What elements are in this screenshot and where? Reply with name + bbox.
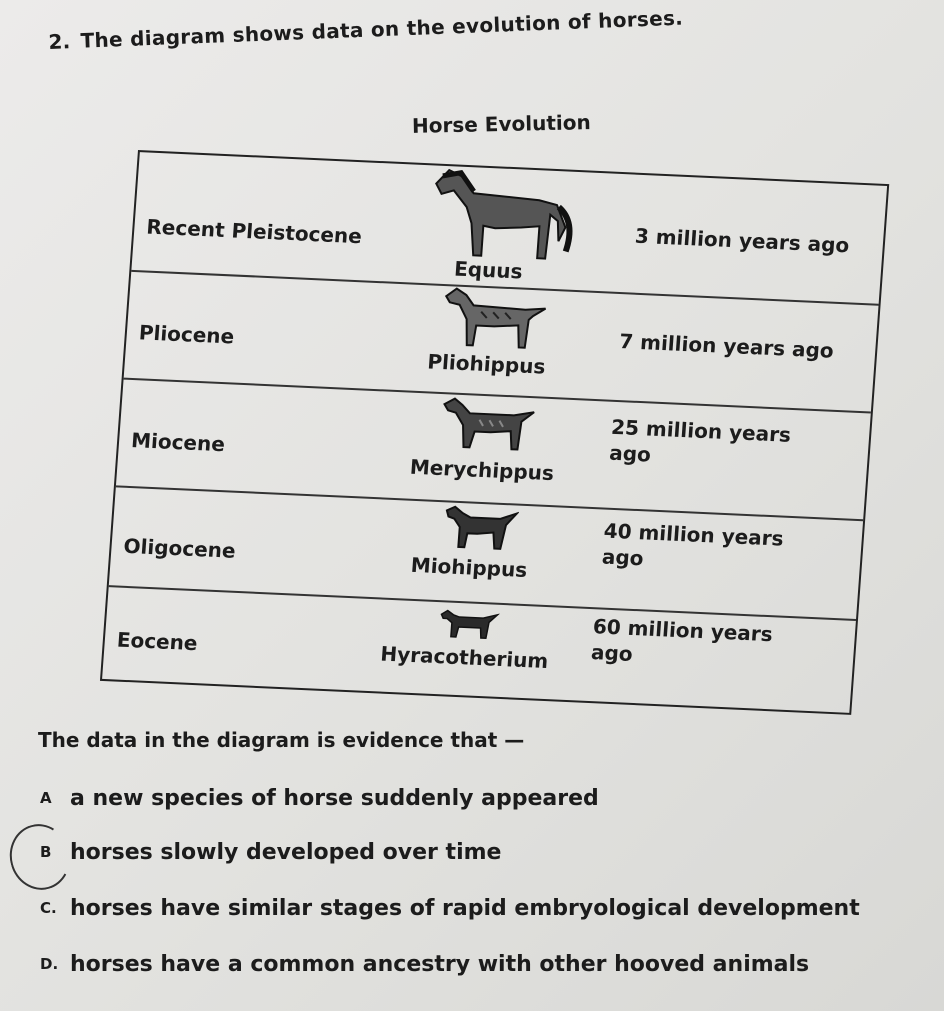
question-prompt: The data in the diagram is evidence that — (38, 728, 525, 752)
choice-text: horses slowly developed over time (70, 840, 502, 865)
epoch-label: Recent Pleistocene (145, 214, 363, 249)
question-stem (48, 6, 683, 54)
choice-text: horses have a common ancestry with other hooved animals (70, 952, 810, 977)
choice-c[interactable] (40, 896, 860, 921)
diagram-title: Horse Evolution (411, 110, 591, 138)
age-label-line2: ago (590, 640, 634, 666)
horse-hyracotherium-icon (438, 608, 500, 641)
species-label: Pliohippus (426, 349, 547, 379)
choice-letter: D. (40, 955, 59, 973)
evolution-table (100, 150, 889, 715)
age-label-line1: 40 million years (602, 518, 785, 551)
question-number: 2. (48, 29, 72, 54)
epoch-label: Eocene (116, 627, 199, 656)
age-label: 7 million years ago (618, 329, 835, 363)
horse-equus-icon (423, 165, 579, 264)
age-label-line2: ago (608, 440, 652, 467)
age-label (601, 518, 784, 578)
choice-text: a new species of horse suddenly appeared (70, 786, 599, 811)
age-label (590, 613, 773, 673)
choice-letter: C. (40, 899, 57, 917)
species-label: Miohippus (410, 552, 529, 583)
horse-merychippus-icon (439, 396, 539, 454)
epoch-label: Oligocene (122, 533, 237, 563)
age-label-line1: 60 million years (592, 614, 774, 647)
species-label: Equus (453, 256, 524, 284)
age-label-line2: ago (601, 544, 645, 571)
choice-b[interactable] (40, 840, 501, 865)
question-text: The diagram shows data on the evolution of horses. (80, 5, 684, 53)
epoch-label: Pliocene (138, 320, 236, 349)
age-label (608, 414, 791, 474)
age-label-line1: 25 million years (610, 414, 792, 447)
horse-pliohippus-icon (439, 286, 553, 353)
choice-text: horses have similar stages of rapid embryological development (70, 896, 860, 921)
epoch-label: Miocene (130, 428, 226, 457)
choice-letter: A (40, 789, 52, 807)
horse-miohippus-icon (442, 504, 519, 553)
species-label: Merychippus (409, 454, 555, 486)
choice-letter: B (40, 843, 52, 861)
age-label: 3 million years ago (634, 223, 851, 258)
choice-a[interactable] (40, 786, 599, 811)
choice-d[interactable] (40, 952, 809, 977)
species-label: Hyracotherium (379, 641, 550, 674)
